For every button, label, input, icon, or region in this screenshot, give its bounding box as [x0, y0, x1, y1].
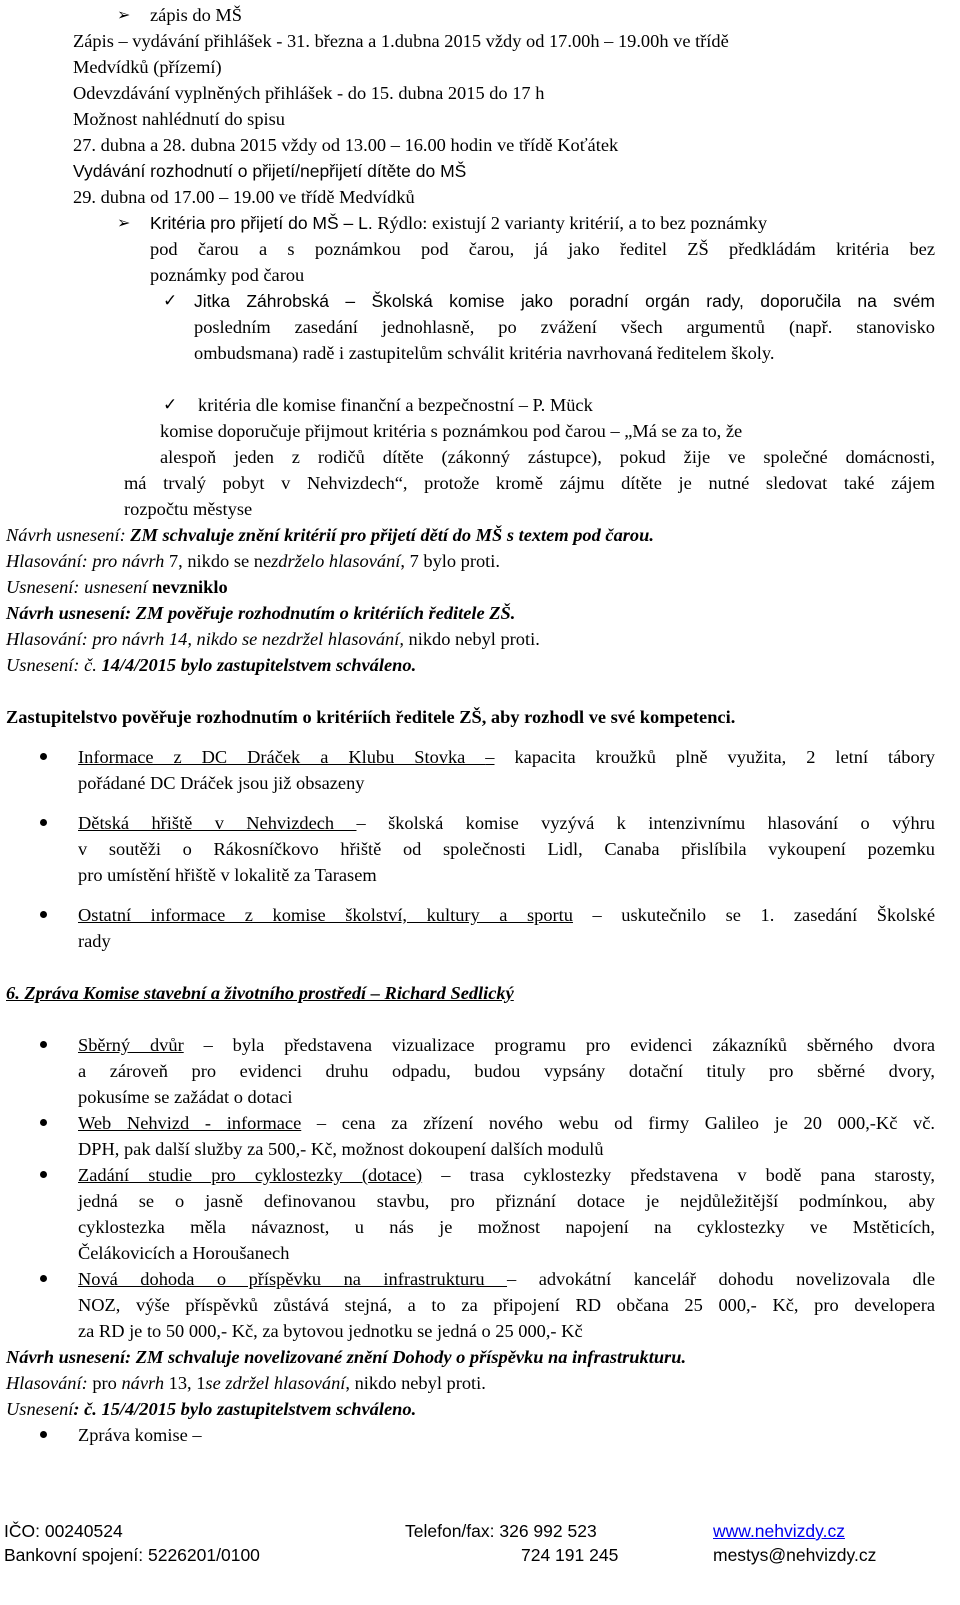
kriteria-line: poznámky pod čarou	[150, 265, 305, 285]
list-item: Informace z DC Dráček a Klubu Stovka – kapacita kroužků plně využita, 2 letní tábory	[78, 747, 935, 767]
footer-phone: Telefon/fax: 326 992 523	[405, 1521, 597, 1541]
list-item-line: pokusíme se zažádat o dotaci	[78, 1087, 293, 1107]
bullet-icon	[40, 1041, 47, 1048]
list-item: Zadání studie pro cyklostezky (dotace) – trasa cyklostezky představena v bodě pana starosty,	[78, 1165, 935, 1185]
vote-result: Hlasování: pro návrh 13, 1se zdržel hlasování, nikdo nebyl proti.	[6, 1373, 486, 1393]
kriteria-line: pod čarou a s poznámkou pod čarou, já jako ředitel ZŠ předkládám kritéria bez	[150, 239, 935, 259]
list-item: Zpráva komise –	[78, 1425, 202, 1445]
list-item-line: NOZ, výše příspěvků zůstává stejná, a to za připojení RD občana 25 000,- Kč, pro developera	[78, 1295, 935, 1315]
vote-result: Hlasování: pro návrh 7, nikdo se nezdrželo hlasování, 7 bylo proti.	[6, 551, 501, 571]
list-item-line: v soutěži o Rákosníčkovo hřiště od společnosti Lidl, Canaba přislíbila vykoupení pozemku	[78, 839, 935, 859]
footer-email[interactable]: mestys@nehvizdy.cz	[713, 1545, 877, 1565]
checkmark-icon: ✓	[163, 395, 178, 415]
resolution-proposal: Návrh usnesení: ZM pověřuje rozhodnutím o kritériích ředitele ZŠ.	[6, 603, 516, 623]
list-item-line: rady	[78, 931, 111, 951]
list-item-line: Čelákovicích a Horoušanech	[78, 1243, 290, 1263]
ms-heading: zápis do MŠ	[150, 5, 242, 25]
kriteria-check-line: alespoň jeden z rodičů dítěte (zákonný zástupce), pokud žije ve společné domácnosti,	[160, 447, 935, 467]
list-item: Sběrný dvůr – byla představena vizualizace programu pro evidenci zákazníků sběrného dvora	[78, 1035, 935, 1055]
ms-line: Vydávání rozhodnutí o přijetí/nepřijetí dítěte do MŠ	[73, 161, 467, 181]
ms-line: Odevzdávání vyplněných přihlášek - do 15. dubna 2015 do 17 h	[73, 83, 545, 103]
list-item-line: a zároveň pro evidenci druhu odpadu, budou vypsány dotační tituly pro sběrné dvory,	[78, 1061, 935, 1081]
ms-line: Medvídků (přízemí)	[73, 57, 222, 77]
footer-bank: Bankovní spojení: 5226201/0100	[4, 1545, 260, 1565]
list-item-line: jedná se o jasně definovanou stavbu, pro přiznání dotace je nejdůležitější podmínkou, aby	[78, 1191, 935, 1211]
bullet-icon	[40, 819, 47, 826]
kriteria-check-line: kritéria dle komise finanční a bezpečnostní – P. Mück	[198, 395, 593, 415]
footer-ico: IČO: 00240524	[4, 1521, 123, 1541]
kriteria-check-line: Jitka Záhrobská – Školská komise jako poradní orgán rady, doporučila na svém	[194, 291, 935, 311]
bullet-icon	[40, 1275, 47, 1282]
vote-result: Hlasování: pro návrh 14, nikdo se nezdržel hlasování, nikdo nebyl proti.	[6, 629, 540, 649]
list-item: Web Nehvizd - informace – cena za zřízení nového webu od firmy Galileo je 20 000,-Kč vč.	[78, 1113, 935, 1133]
list-item: Nová dohoda o příspěvku na infrastrukturu – advokátní kancelář dohodu novelizovala dle	[78, 1269, 935, 1289]
kriteria-check-line: posledním zasedání jednohlasně, po zvážení všech argumentů (např. stanovisko	[194, 317, 935, 337]
kriteria-check-line: má trvalý pobyt v Nehvizdech“, protože kromě zájmu dítěte je nutné sledovat také zájem	[124, 473, 935, 493]
footer-mobile: 724 191 245	[521, 1545, 619, 1565]
resolution-result: Usnesení: usnesení nevzniklo	[6, 577, 228, 597]
section-heading: 6. Zpráva Komise stavební a životního prostředí – Richard Sedlický	[6, 983, 514, 1003]
bullet-icon	[40, 1119, 47, 1126]
checkmark-icon: ✓	[163, 291, 178, 311]
kriteria-check-line: rozpočtu městyse	[124, 499, 253, 519]
resolution-result: Usnesení: č. 14/4/2015 bylo zastupitelstvem schváleno.	[6, 655, 417, 675]
council-statement: Zastupitelstvo pověřuje rozhodnutím o kritériích ředitele ZŠ, aby rozhodl ve své kompetenci.	[6, 707, 736, 727]
kriteria-check-line: komise doporučuje přijmout kritéria s poznámkou pod čarou – „Má se za to, že	[160, 421, 743, 441]
list-item-line: pro umístění hřiště v lokalitě za Tarasem	[78, 865, 377, 885]
kriteria-check-line: ombudsmana) radě i zastupitelům schválit kritéria navrhovaná ředitelem školy.	[194, 343, 775, 363]
arrow-bullet-icon: ➢	[117, 213, 131, 232]
list-item-line: cyklostezka měla návaznost, u nás je možnost napojení na cyklostezky ve Mstěticích,	[78, 1217, 935, 1237]
footer-web-link[interactable]: www.nehvizdy.cz	[713, 1521, 845, 1541]
list-item: Dětská hřiště v Nehvizdech – školská komise vyzývá k intenzivnímu hlasování o výhru	[78, 813, 935, 833]
resolution-result: Usnesení: č. 15/4/2015 bylo zastupitelstvem schváleno.	[6, 1399, 417, 1419]
bullet-icon	[40, 1431, 47, 1438]
list-item-line: za RD je to 50 000,- Kč, za bytovou jednotku se jedná o 25 000,- Kč	[78, 1321, 583, 1341]
list-item-line: DPH, pak další služby za 500,- Kč, možnost dokoupení dalších modulů	[78, 1139, 604, 1159]
bullet-icon	[40, 911, 47, 918]
ms-line: 29. dubna od 17.00 – 19.00 ve třídě Medvídků	[73, 187, 415, 207]
kriteria-line: Kritéria pro přijetí do MŠ – L. Rýdlo: existují 2 varianty kritérií, a to bez poznámky	[150, 213, 768, 233]
list-item-line: pořádané DC Dráček jsou již obsazeny	[78, 773, 365, 793]
bullet-icon	[40, 753, 47, 760]
resolution-proposal: Návrh usnesení: ZM schvaluje znění kritérií pro přijetí dětí do MŠ s textem pod čarou.	[6, 525, 654, 545]
list-item: Ostatní informace z komise školství, kultury a sportu – uskutečnilo se 1. zasedání Školské	[78, 905, 935, 925]
bullet-icon	[40, 1171, 47, 1178]
ms-line: 27. dubna a 28. dubna 2015 vždy od 13.00 – 16.00 hodin ve třídě Koťátek	[73, 135, 619, 155]
ms-line: Možnost nahlédnutí do spisu	[73, 109, 285, 129]
arrow-bullet-icon: ➢	[117, 5, 131, 24]
resolution-proposal: Návrh usnesení: ZM schvaluje novelizované znění Dohody o příspěvku na infrastrukturu.	[6, 1347, 687, 1367]
ms-line: Zápis – vydávání přihlášek - 31. března a 1.dubna 2015 vždy od 17.00h – 19.00h ve třídě	[73, 31, 729, 51]
